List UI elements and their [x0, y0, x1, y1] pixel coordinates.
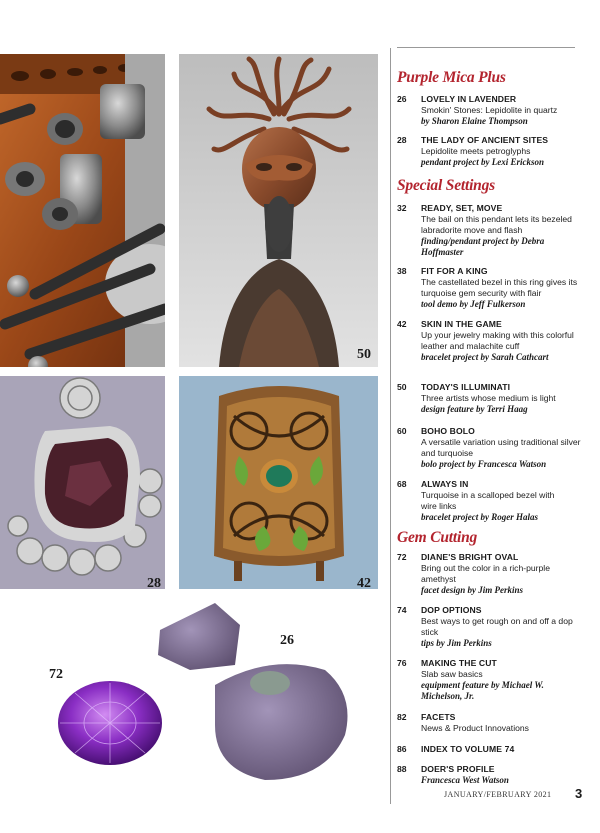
toc-entry-title: THE LADY OF ANCIENT SITES [421, 135, 549, 145]
toc-entry-description: Lepidolite meets petroglyphs [421, 146, 531, 156]
column-divider [390, 48, 391, 804]
toc-entry[interactable] [397, 479, 587, 523]
toc-entry-title: BOHO BOLO [421, 426, 475, 436]
toc-entry-credit: facet design by Jim Perkins [421, 585, 523, 595]
toc-entry-title: READY, SET, MOVE [421, 203, 503, 213]
toc-entry[interactable] [397, 605, 587, 649]
gem-rough-illustration [40, 595, 385, 795]
toc-page-number: 28 [397, 135, 407, 145]
toc-entry-description: The bail on this pendant lets its bezeled labradorite move and flash [421, 214, 572, 235]
toc-page-number: 32 [397, 203, 407, 213]
toc-entry-credit: design feature by Terri Haag [421, 404, 528, 414]
toc-entry[interactable] [397, 135, 587, 168]
toc-entry-credit: tool demo by Jeff Fulkerson [421, 299, 526, 309]
toc-page-number: 38 [397, 266, 407, 276]
toc-entry-description: A versatile variation using traditional silver and turquoise [421, 437, 581, 458]
toc-page-number: 76 [397, 658, 407, 668]
top-rule [397, 47, 575, 48]
toc-entry-description: Best ways to get rough on and off a dop stick [421, 616, 573, 637]
toc-page-number: 72 [397, 552, 407, 562]
toc-entry-description: Three artists whose medium is light [421, 393, 556, 403]
issue-date: JANUARY/FEBRUARY 2021 [444, 790, 552, 799]
toc-entry-credit: bolo project by Francesca Watson [421, 459, 547, 469]
medusa-photo [179, 54, 378, 367]
toc-entry-description: News & Product Innovations [421, 723, 529, 733]
toc-entry-credit: bracelet project by Sarah Cathcart [421, 352, 549, 362]
toc-entry-title: TODAY'S ILLUMINATI [421, 382, 511, 392]
section-title: Special Settings [397, 177, 495, 194]
toc-page-number: 86 [397, 744, 407, 754]
toc-page-number: 82 [397, 712, 407, 722]
toc-entry-credit: equipment feature by Michael W. Michelson, Jr. [421, 680, 544, 701]
section-title: Purple Mica Plus [397, 69, 506, 86]
toc-entry-credit: bracelet project by Roger Halas [421, 512, 538, 522]
medusa-illustration [179, 54, 378, 367]
toc-entry-title: DOP OPTIONS [421, 605, 482, 615]
toc-entry-description: The castellated bezel in this ring gives its turquoise gem security with flair [421, 277, 578, 298]
cuff-illustration [179, 376, 378, 589]
toc-page-number: 26 [397, 94, 407, 104]
toc-page-number: 42 [397, 319, 407, 329]
pendant-photo [0, 376, 165, 589]
toc-entry[interactable] [397, 658, 587, 702]
toc-entry-title: DOER'S PROFILE [421, 764, 495, 774]
toc-entry-title: SKIN IN THE GAME [421, 319, 502, 329]
toc-entry-title: DIANE'S BRIGHT OVAL [421, 552, 519, 562]
photo-page-number: 50 [357, 347, 371, 362]
photo-page-number: 26 [280, 633, 294, 648]
toc-entry-description: Up your jewelry making with this colorful leather and malachite cuff [421, 330, 574, 351]
toc-page-number: 74 [397, 605, 407, 615]
toc-entry-description: Slab saw basics [421, 669, 483, 679]
toc-entry-credit: Francesca West Watson [421, 775, 509, 785]
pendant-illustration [0, 376, 165, 589]
toc-entry[interactable] [397, 203, 587, 258]
toc-page-number: 68 [397, 479, 407, 489]
toc-entry[interactable] [397, 712, 587, 734]
toc-entry[interactable] [397, 744, 587, 755]
toc-entry-title: FACETS [421, 712, 456, 722]
toc-entry-title: FIT FOR A KING [421, 266, 488, 276]
photo-page-number: 42 [357, 576, 371, 589]
toc-entry[interactable] [397, 382, 587, 415]
toc-entry[interactable] [397, 426, 587, 470]
toc-entry[interactable] [397, 266, 587, 310]
toc-entry-title: LOVELY IN LAVENDER [421, 94, 517, 104]
section-title: Gem Cutting [397, 529, 478, 546]
toc-entry-description: Bring out the color in a rich-purple amethyst [421, 563, 550, 584]
toc-entry[interactable] [397, 319, 587, 363]
toc-page-number: 60 [397, 426, 407, 436]
toc-page-number: 50 [397, 382, 407, 392]
toc-entry-description: Smokin' Stones: Lepidolite in quartz [421, 105, 558, 115]
toc-entry-credit: tips by Jim Perkins [421, 638, 492, 648]
toc-entry-description: Turquoise in a scalloped bezel with wire links [421, 490, 555, 511]
photo-page-number: 28 [147, 576, 161, 589]
toc-entry[interactable] [397, 552, 587, 596]
toc-entry[interactable] [397, 94, 587, 127]
toc-entry[interactable] [397, 764, 587, 786]
photo-page-number: 72 [49, 667, 63, 682]
toc-entry-credit: pendant project by Lexi Erickson [421, 157, 544, 167]
toc-entry-title: INDEX TO VOLUME 74 [421, 744, 515, 754]
toc-page-number: 88 [397, 764, 407, 774]
gem-rough-photo [40, 595, 385, 795]
toc-entry-title: MAKING THE CUT [421, 658, 497, 668]
toc-entry-title: ALWAYS IN [421, 479, 469, 489]
cuff-photo [179, 376, 378, 589]
tools-photo [0, 54, 165, 367]
page-number: 3 [575, 786, 583, 801]
toc-entry-credit: finding/pendant project by Debra Hoffmaster [421, 236, 545, 257]
tools-illustration [0, 54, 165, 367]
toc-entry-credit: by Sharon Elaine Thompson [421, 116, 528, 126]
